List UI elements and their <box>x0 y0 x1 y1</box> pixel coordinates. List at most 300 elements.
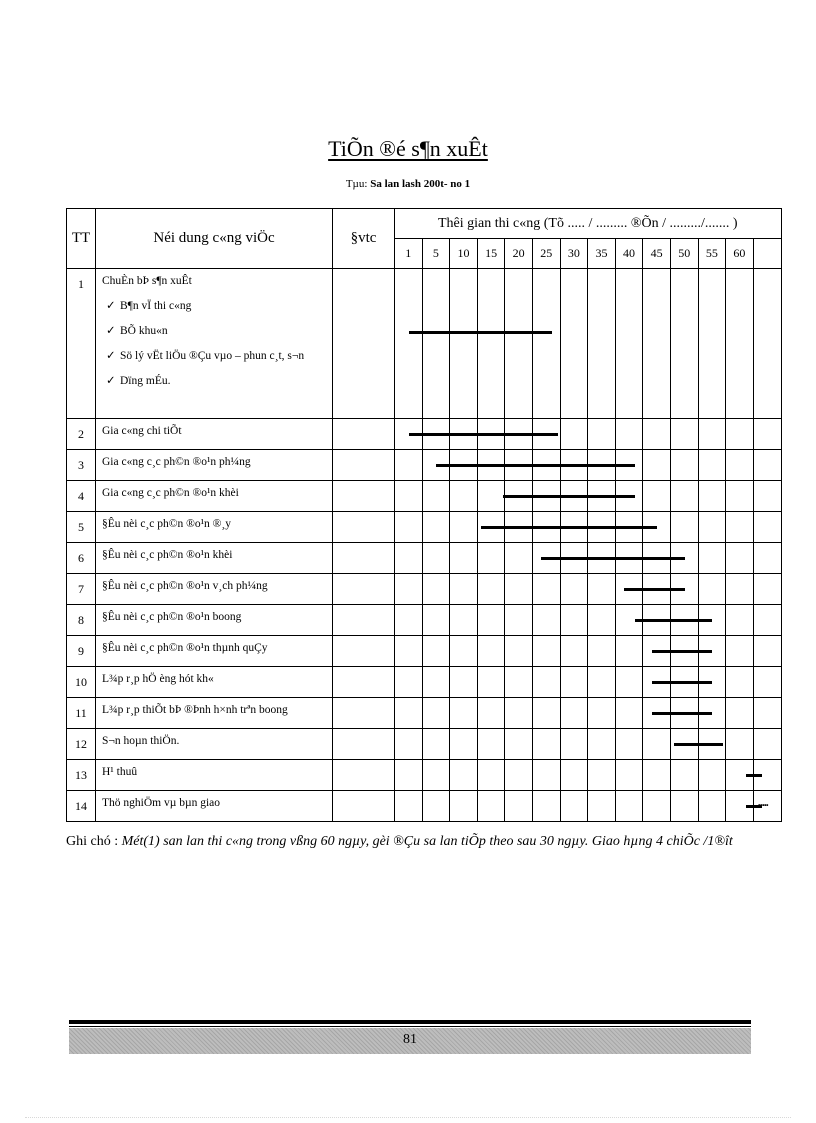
document-subtitle <box>0 178 816 190</box>
timeline-cell <box>670 729 698 760</box>
timeline-cell <box>422 450 450 481</box>
row-number: 7 <box>67 574 96 605</box>
row-unit <box>333 605 395 636</box>
timeline-cell <box>477 698 505 729</box>
timeline-cell <box>395 729 423 760</box>
timeline-cell <box>560 574 588 605</box>
row-content <box>96 419 333 450</box>
timeline-cell <box>395 512 423 543</box>
timeline-cell <box>450 729 478 760</box>
timeline-cell <box>422 512 450 543</box>
task-name: Gia c«ng c¸c ph©n ®o¹n khèi <box>102 487 239 499</box>
day-column-45: 45 <box>643 239 671 269</box>
task-name: §Êu nèi c¸c ph©n ®o¹n thµnh quÇy <box>102 642 268 654</box>
timeline-cell <box>477 667 505 698</box>
timeline-cell <box>698 698 726 729</box>
day-column-25: 25 <box>532 239 560 269</box>
table-row <box>67 729 782 760</box>
task-name: H¹ thuû <box>102 766 138 778</box>
subtask-item <box>102 373 332 387</box>
footnote <box>66 834 786 850</box>
task-name: §Êu nèi c¸c ph©n ®o¹n ®¸y <box>102 518 231 530</box>
timeline-cell <box>698 419 726 450</box>
row-number: 12 <box>67 729 96 760</box>
row-unit <box>333 450 395 481</box>
timeline-cell <box>560 481 588 512</box>
timeline-cell <box>698 481 726 512</box>
timeline-cell <box>588 667 616 698</box>
timeline-cell <box>753 512 781 543</box>
timeline-cell <box>588 729 616 760</box>
timeline-cell <box>670 667 698 698</box>
timeline-cell <box>643 269 671 419</box>
row-unit <box>333 543 395 574</box>
timeline-cell <box>560 667 588 698</box>
footer-rule <box>69 1020 751 1024</box>
timeline-cell <box>643 450 671 481</box>
timeline-cell <box>726 791 754 822</box>
timeline-cell <box>532 419 560 450</box>
row-content <box>96 512 333 543</box>
day-column-40: 40 <box>615 239 643 269</box>
checkmark-icon: ✓ <box>106 300 116 312</box>
timeline-cell <box>643 667 671 698</box>
timeline-cell <box>395 760 423 791</box>
task-name: ChuÈn bÞ s¶n xuÊt <box>102 275 192 287</box>
timeline-cell <box>477 605 505 636</box>
subtask-item <box>102 298 332 312</box>
timeline-cell <box>422 667 450 698</box>
timeline-cell <box>726 481 754 512</box>
row-content <box>96 269 333 419</box>
row-number: 4 <box>67 481 96 512</box>
timeline-cell <box>588 419 616 450</box>
timeline-cell <box>588 636 616 667</box>
timeline-cell <box>643 698 671 729</box>
timeline-cell <box>753 419 781 450</box>
subtask-item <box>102 323 332 337</box>
timeline-cell <box>477 543 505 574</box>
row-content <box>96 450 333 481</box>
timeline-cell <box>532 574 560 605</box>
subtask-label: BÕ khu«n <box>120 325 168 337</box>
timeline-cell <box>450 574 478 605</box>
timeline-cell <box>698 512 726 543</box>
timeline-cell <box>615 636 643 667</box>
timeline-cell <box>450 543 478 574</box>
row-content <box>96 605 333 636</box>
timeline-cell <box>753 269 781 419</box>
row-unit <box>333 760 395 791</box>
timeline-cell <box>670 574 698 605</box>
timeline-cell <box>422 419 450 450</box>
table-row <box>67 791 782 822</box>
timeline-cell <box>643 512 671 543</box>
row-content <box>96 698 333 729</box>
timeline-cell <box>643 419 671 450</box>
timeline-cell <box>477 481 505 512</box>
timeline-cell <box>505 698 533 729</box>
timeline-cell <box>615 605 643 636</box>
timeline-cell <box>560 760 588 791</box>
timeline-cell <box>422 729 450 760</box>
row-unit <box>333 667 395 698</box>
timeline-cell <box>450 636 478 667</box>
timeline-cell <box>505 729 533 760</box>
timeline-cell <box>505 760 533 791</box>
timeline-cell <box>560 419 588 450</box>
checkmark-icon: ✓ <box>106 325 116 337</box>
schedule-table <box>66 208 782 822</box>
timeline-cell <box>726 729 754 760</box>
timeline-cell <box>615 729 643 760</box>
timeline-cell <box>588 543 616 574</box>
table-row <box>67 543 782 574</box>
task-name: Gia c«ng c¸c ph©n ®o¹n ph¼ng <box>102 456 251 468</box>
table-row <box>67 481 782 512</box>
timeline-cell <box>726 269 754 419</box>
checkmark-icon: ✓ <box>106 350 116 362</box>
timeline-cell <box>615 543 643 574</box>
timeline-cell <box>532 512 560 543</box>
timeline-cell <box>532 543 560 574</box>
timeline-cell <box>422 605 450 636</box>
task-name: §Êu nèi c¸c ph©n ®o¹n khèi <box>102 549 233 561</box>
timeline-cell <box>753 574 781 605</box>
row-unit <box>333 574 395 605</box>
header-time: Thêi gian thi c«ng (Tõ ..... / ......... ®Õn / ........./....... ) <box>395 209 782 239</box>
timeline-cell <box>560 269 588 419</box>
timeline-cell <box>560 729 588 760</box>
timeline-cell <box>753 760 781 791</box>
timeline-cell <box>505 574 533 605</box>
timeline-cell <box>698 574 726 605</box>
timeline-cell <box>505 481 533 512</box>
checkmark-icon: ✓ <box>106 375 116 387</box>
table-row <box>67 667 782 698</box>
timeline-cell <box>588 698 616 729</box>
timeline-cell <box>753 698 781 729</box>
timeline-cell <box>643 574 671 605</box>
timeline-cell <box>643 729 671 760</box>
row-content <box>96 574 333 605</box>
timeline-cell <box>615 698 643 729</box>
timeline-cell <box>395 269 423 419</box>
timeline-cell <box>643 481 671 512</box>
header-content: Néi dung c«ng viÖc <box>96 209 333 269</box>
row-unit <box>333 419 395 450</box>
timeline-cell <box>395 450 423 481</box>
timeline-cell <box>450 605 478 636</box>
timeline-cell <box>532 450 560 481</box>
timeline-cell <box>670 419 698 450</box>
table-row <box>67 574 782 605</box>
timeline-cell <box>477 269 505 419</box>
timeline-cell <box>698 605 726 636</box>
timeline-cell <box>505 450 533 481</box>
timeline-cell <box>395 574 423 605</box>
task-name: Gia c«ng chi tiÕt <box>102 425 182 437</box>
timeline-cell <box>395 419 423 450</box>
table-row <box>67 419 782 450</box>
task-name: S¬n hoµn thiÖn. <box>102 735 180 747</box>
document-title: TiÕn ®é s¶n xuÊt <box>328 136 488 161</box>
timeline-cell <box>670 450 698 481</box>
timeline-cell <box>753 450 781 481</box>
timeline-cell <box>588 574 616 605</box>
timeline-cell <box>532 729 560 760</box>
row-number: 6 <box>67 543 96 574</box>
timeline-cell <box>477 729 505 760</box>
timeline-cell <box>505 419 533 450</box>
task-name: §Êu nèi c¸c ph©n ®o¹n v¸ch ph¼ng <box>102 580 268 592</box>
timeline-cell <box>615 760 643 791</box>
timeline-cell <box>477 419 505 450</box>
timeline-cell <box>670 512 698 543</box>
timeline-cell <box>477 791 505 822</box>
timeline-cell <box>753 729 781 760</box>
row-unit <box>333 481 395 512</box>
timeline-cell <box>698 760 726 791</box>
timeline-cell <box>450 698 478 729</box>
timeline-cell <box>450 791 478 822</box>
timeline-cell <box>643 636 671 667</box>
timeline-cell <box>753 667 781 698</box>
timeline-cell <box>670 269 698 419</box>
timeline-cell <box>615 791 643 822</box>
timeline-cell <box>450 450 478 481</box>
row-number: 8 <box>67 605 96 636</box>
timeline-cell <box>532 760 560 791</box>
day-column-20: 20 <box>505 239 533 269</box>
row-number: 11 <box>67 698 96 729</box>
timeline-cell <box>698 543 726 574</box>
timeline-cell <box>505 791 533 822</box>
timeline-cell <box>726 574 754 605</box>
row-unit <box>333 698 395 729</box>
timeline-cell <box>477 450 505 481</box>
timeline-cell <box>643 760 671 791</box>
day-column-55: 55 <box>698 239 726 269</box>
timeline-cell <box>615 667 643 698</box>
row-unit <box>333 636 395 667</box>
timeline-cell <box>588 450 616 481</box>
table-row <box>67 760 782 791</box>
timeline-cell <box>670 636 698 667</box>
timeline-cell <box>505 512 533 543</box>
footnote-text: Mét(1) san lan thi c«ng trong vßng 60 ngµy, gèi ®Çu sa lan tiÕp theo sau 30 ngµy. Giao hµng 4 chiÕc /1®ît <box>121 834 733 849</box>
timeline-cell <box>726 667 754 698</box>
timeline-cell <box>395 543 423 574</box>
timeline-cell <box>726 760 754 791</box>
timeline-cell <box>505 667 533 698</box>
subtitle-vessel: Sa lan lash 200t- no 1 <box>370 178 471 190</box>
row-content <box>96 760 333 791</box>
timeline-cell <box>450 512 478 543</box>
header-no: TT <box>67 209 96 269</box>
timeline-cell <box>395 605 423 636</box>
subtask-label: Dïng mÉu. <box>120 375 171 387</box>
timeline-cell <box>422 791 450 822</box>
row-content <box>96 667 333 698</box>
timeline-cell <box>698 269 726 419</box>
day-column-5: 5 <box>422 239 450 269</box>
timeline-cell <box>726 543 754 574</box>
timeline-cell <box>698 667 726 698</box>
timeline-cell <box>450 419 478 450</box>
timeline-cell <box>560 605 588 636</box>
day-column-15: 15 <box>477 239 505 269</box>
timeline-cell <box>560 698 588 729</box>
row-number: 3 <box>67 450 96 481</box>
timeline-cell <box>753 636 781 667</box>
dotted-extension: ..... <box>757 795 768 809</box>
subtitle-prefix: Tµu: <box>345 178 371 190</box>
timeline-cell <box>726 512 754 543</box>
task-name: Thö nghiÖm vµ bµn giao <box>102 797 221 809</box>
timeline-cell <box>615 512 643 543</box>
timeline-cell <box>505 636 533 667</box>
timeline-cell <box>532 269 560 419</box>
timeline-cell <box>726 698 754 729</box>
timeline-cell <box>726 419 754 450</box>
timeline-cell <box>615 419 643 450</box>
page-edge-dots <box>25 1117 791 1118</box>
timeline-cell <box>753 543 781 574</box>
footer-rule-thin <box>69 1026 751 1027</box>
timeline-cell <box>753 791 781 822</box>
timeline-cell <box>477 760 505 791</box>
day-column-10: 10 <box>450 239 478 269</box>
row-unit <box>333 269 395 419</box>
row-content <box>96 791 333 822</box>
timeline-cell <box>395 667 423 698</box>
timeline-cell <box>477 636 505 667</box>
timeline-cell <box>395 481 423 512</box>
day-column-30: 30 <box>560 239 588 269</box>
timeline-cell <box>450 760 478 791</box>
timeline-cell <box>450 269 478 419</box>
page-number: 81 <box>403 1032 417 1047</box>
subtask-label: Sö lý vËt liÖu ®Çu vµo – phun c¸t, s¬n <box>120 350 305 362</box>
timeline-cell <box>670 698 698 729</box>
timeline-cell <box>422 574 450 605</box>
timeline-cell <box>532 481 560 512</box>
timeline-cell <box>588 605 616 636</box>
timeline-cell <box>450 667 478 698</box>
day-column-1: 1 <box>395 239 423 269</box>
row-number: 9 <box>67 636 96 667</box>
timeline-cell <box>670 543 698 574</box>
row-content <box>96 729 333 760</box>
timeline-cell <box>615 269 643 419</box>
day-column-35: 35 <box>588 239 616 269</box>
timeline-cell <box>726 636 754 667</box>
timeline-cell <box>422 269 450 419</box>
timeline-cell <box>588 791 616 822</box>
timeline-cell <box>588 269 616 419</box>
timeline-cell <box>450 481 478 512</box>
table-row <box>67 450 782 481</box>
timeline-cell <box>395 636 423 667</box>
row-unit <box>333 729 395 760</box>
timeline-cell <box>643 791 671 822</box>
timeline-cell <box>560 512 588 543</box>
timeline-cell <box>670 605 698 636</box>
timeline-cell <box>615 450 643 481</box>
timeline-cell <box>670 760 698 791</box>
timeline-cell <box>753 605 781 636</box>
timeline-cell <box>670 791 698 822</box>
timeline-cell <box>726 605 754 636</box>
day-column-50: 50 <box>670 239 698 269</box>
row-number: 10 <box>67 667 96 698</box>
timeline-cell <box>422 760 450 791</box>
timeline-cell <box>422 543 450 574</box>
timeline-cell <box>422 481 450 512</box>
timeline-cell <box>560 791 588 822</box>
timeline-cell <box>532 605 560 636</box>
timeline-cell <box>505 269 533 419</box>
row-number: 1 <box>67 269 96 419</box>
footnote-label: Ghi chó : <box>66 834 122 849</box>
table-row <box>67 636 782 667</box>
task-name: §Êu nèi c¸c ph©n ®o¹n boong <box>102 611 242 623</box>
header-unit: §vtc <box>333 209 395 269</box>
timeline-cell <box>477 512 505 543</box>
timeline-cell <box>560 636 588 667</box>
timeline-cell <box>532 791 560 822</box>
day-column-60: 60 <box>726 239 754 269</box>
timeline-cell <box>422 698 450 729</box>
row-unit <box>333 791 395 822</box>
timeline-cell <box>698 791 726 822</box>
timeline-cell <box>615 574 643 605</box>
table-row <box>67 605 782 636</box>
subtask-item <box>102 348 332 362</box>
schedule-body <box>67 269 782 822</box>
timeline-cell <box>477 574 505 605</box>
row-content <box>96 543 333 574</box>
timeline-cell <box>560 450 588 481</box>
row-unit <box>333 512 395 543</box>
timeline-cell <box>588 512 616 543</box>
page-footer <box>69 1028 751 1054</box>
timeline-cell <box>395 698 423 729</box>
timeline-cell <box>532 667 560 698</box>
row-content <box>96 481 333 512</box>
row-content <box>96 636 333 667</box>
table-row <box>67 512 782 543</box>
row-number: 14 <box>67 791 96 822</box>
subtask-label: B¶n vÏ thi c«ng <box>120 300 192 312</box>
day-column-blank <box>753 239 781 269</box>
task-name: L¾p r¸p thiÕt bÞ ®Þnh h×nh trªn boong <box>102 704 288 716</box>
timeline-cell <box>753 481 781 512</box>
timeline-cell <box>643 605 671 636</box>
timeline-cell <box>643 543 671 574</box>
timeline-cell <box>560 543 588 574</box>
timeline-cell <box>698 729 726 760</box>
timeline-cell <box>670 481 698 512</box>
timeline-cell <box>698 450 726 481</box>
table-row <box>67 698 782 729</box>
timeline-cell <box>532 698 560 729</box>
row-number: 2 <box>67 419 96 450</box>
table-row <box>67 269 782 419</box>
task-name: L¾p r¸p hÖ èng hót kh« <box>102 673 214 685</box>
row-number: 13 <box>67 760 96 791</box>
